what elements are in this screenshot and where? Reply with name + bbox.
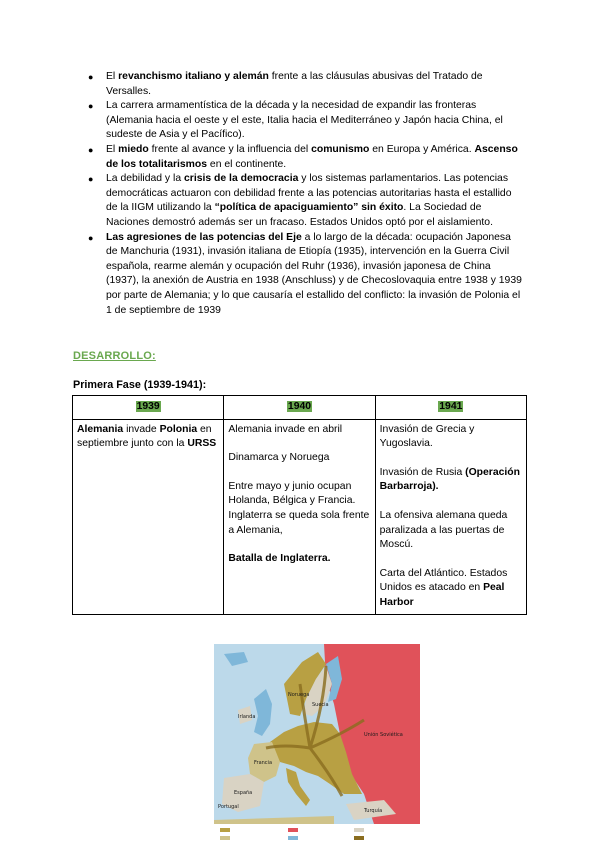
bold-text: revanchismo italiano y alemán (118, 71, 269, 82)
header-label: 1939 (136, 401, 160, 412)
text-run: Carta del Atlántico. Estados Unidos es atacado en (379, 567, 508, 594)
table-header-row (73, 396, 527, 420)
bullet-dot-icon: ● (88, 101, 94, 112)
legend-swatch-neutral (354, 828, 364, 832)
cell-1940 (224, 419, 375, 614)
header-1941 (375, 396, 526, 420)
map-label-spain: España (234, 790, 253, 796)
text-run: Invasión de Rusia (379, 466, 466, 478)
cell-paragraph (380, 509, 522, 553)
text-run: La ofensiva alemana queda paralizada a las puertas de Moscú. (379, 509, 508, 551)
text-run: en Europa y América. (369, 143, 475, 155)
bullet-item (82, 231, 522, 319)
text-run: El (106, 143, 119, 155)
cell-paragraph (380, 423, 522, 452)
text-run: Invasión de Grecia y Yugoslavia. (379, 423, 475, 450)
text-run: en el continente. (207, 158, 287, 170)
bold-text: Alemania (77, 423, 124, 435)
header-1939 (73, 396, 224, 420)
text-run: La debilidad y la (106, 173, 184, 185)
legend-swatch-allies (288, 836, 298, 840)
bullet-dot-icon: ● (88, 72, 94, 82)
map-label-ussr: Unión Soviética (364, 732, 403, 738)
header-label: 1940 (287, 401, 312, 412)
bold-text: Las agresiones de las potencias del Eje (106, 231, 302, 243)
text-run: en septiembre junto con la (77, 423, 212, 450)
section-title-desarrollo: DESARROLLO: (73, 350, 156, 362)
text-run: a lo largo de la década: ocupación Japonesa de Manchuria (1931), invasión italiana de Etiopía (1935), intervención en la Guerra Civil española, rearme alemán y ocupación del Ruhr (1936), invasión japonesa de China (1937), la anexión de Austria en 1938 (Anschluss) y de Checoslovaquia entre 1938 y 1939 por parte de Alemania; y lo que causaría el estallido del conflicto: la invasión de Polonia el 1 de septiembre de 1939 (106, 231, 522, 316)
text-run: frente al avance y la influencia del (148, 143, 312, 155)
cell-1941 (375, 419, 526, 614)
text-run: Dinamarca y Noruega (228, 452, 330, 464)
cell-paragraph (228, 451, 370, 466)
cell-paragraph (380, 466, 522, 495)
bold-text: Polonia (159, 423, 198, 435)
map-label-norway: Noruega (288, 692, 310, 698)
map-label-turkey: Turquía (364, 808, 383, 814)
bullet-item (82, 99, 522, 143)
cell-1939 (73, 419, 224, 614)
map-label-portugal: Portugal (218, 804, 239, 810)
causes-bullet-list (82, 70, 522, 318)
text-run: El (106, 71, 119, 82)
cell-paragraph (228, 480, 370, 538)
map-label-france: Francia (254, 760, 273, 766)
phase-title: Primera Fase (1939-1941): (73, 379, 207, 391)
bullet-dot-icon: ● (88, 144, 94, 155)
bullet-item (82, 172, 522, 230)
cell-paragraph (228, 552, 370, 567)
bold-text: comunismo (311, 143, 370, 155)
bullet-item (82, 143, 522, 172)
map-label-sweden: Suecia (312, 702, 329, 708)
bold-text: “política de apaciguamiento” sin éxito (214, 202, 404, 214)
text-run: Entre mayo y junio ocupan Holanda, Bélgica y Francia. Inglaterra se queda sola frente a Alemania, (228, 480, 370, 536)
bullet-item (82, 70, 522, 99)
text-run: y los sistemas parlamentarios. Las potencias democráticas actuaron con debilidad frente a las potencias autoritarias hasta el estallido de la IIGM utilizando la (106, 173, 512, 214)
map-legend (214, 824, 420, 848)
europe-ww2-map (214, 644, 420, 848)
legend-swatch-occupied (220, 836, 230, 840)
bold-text: Batalla de Inglaterra. (228, 553, 331, 565)
bullet-dot-icon: ● (88, 174, 94, 185)
map-label-ireland: Irlanda (238, 714, 256, 720)
first-phase-table (72, 395, 527, 615)
text-run: invade (123, 423, 160, 435)
cell-paragraph (380, 567, 522, 611)
table-row (73, 419, 527, 614)
cell-paragraph (77, 423, 219, 452)
bold-text: URSS (187, 438, 217, 450)
bold-text: Ascenso de los totalitarismos (106, 143, 518, 170)
map-legend-bg (214, 824, 420, 848)
cell-paragraph (228, 423, 370, 438)
bold-text: miedo (118, 143, 149, 155)
text-run: La carrera armamentística de la década y la necesidad de expandir las fronteras (Alemania hacia el oeste y el este, Italia hacia el Mediterráneo y Japón hacia China, el sudeste de Asia y el Pacífico). (106, 100, 503, 141)
text-run: frente a las cláusulas abusivas del Tratado de Versalles. (106, 71, 483, 97)
header-1940 (224, 396, 375, 420)
legend-swatch-arrows (354, 836, 364, 840)
map-image (214, 644, 420, 848)
bold-text: Peal Harbor (379, 582, 505, 608)
bold-text: crisis de la democracia (184, 173, 299, 185)
legend-swatch-axis (220, 828, 230, 832)
header-label: 1941 (439, 401, 463, 412)
text-run: . La Sociedad de Naciones demostró además ser un fracaso. Estados Unidos optó por el aislamiento. (106, 202, 493, 228)
legend-swatch-ussr (288, 828, 298, 832)
bullet-dot-icon: ● (88, 232, 94, 243)
bold-text: (Operación Barbarroja). (379, 466, 520, 493)
text-run: Alemania invade en abril (228, 423, 343, 435)
